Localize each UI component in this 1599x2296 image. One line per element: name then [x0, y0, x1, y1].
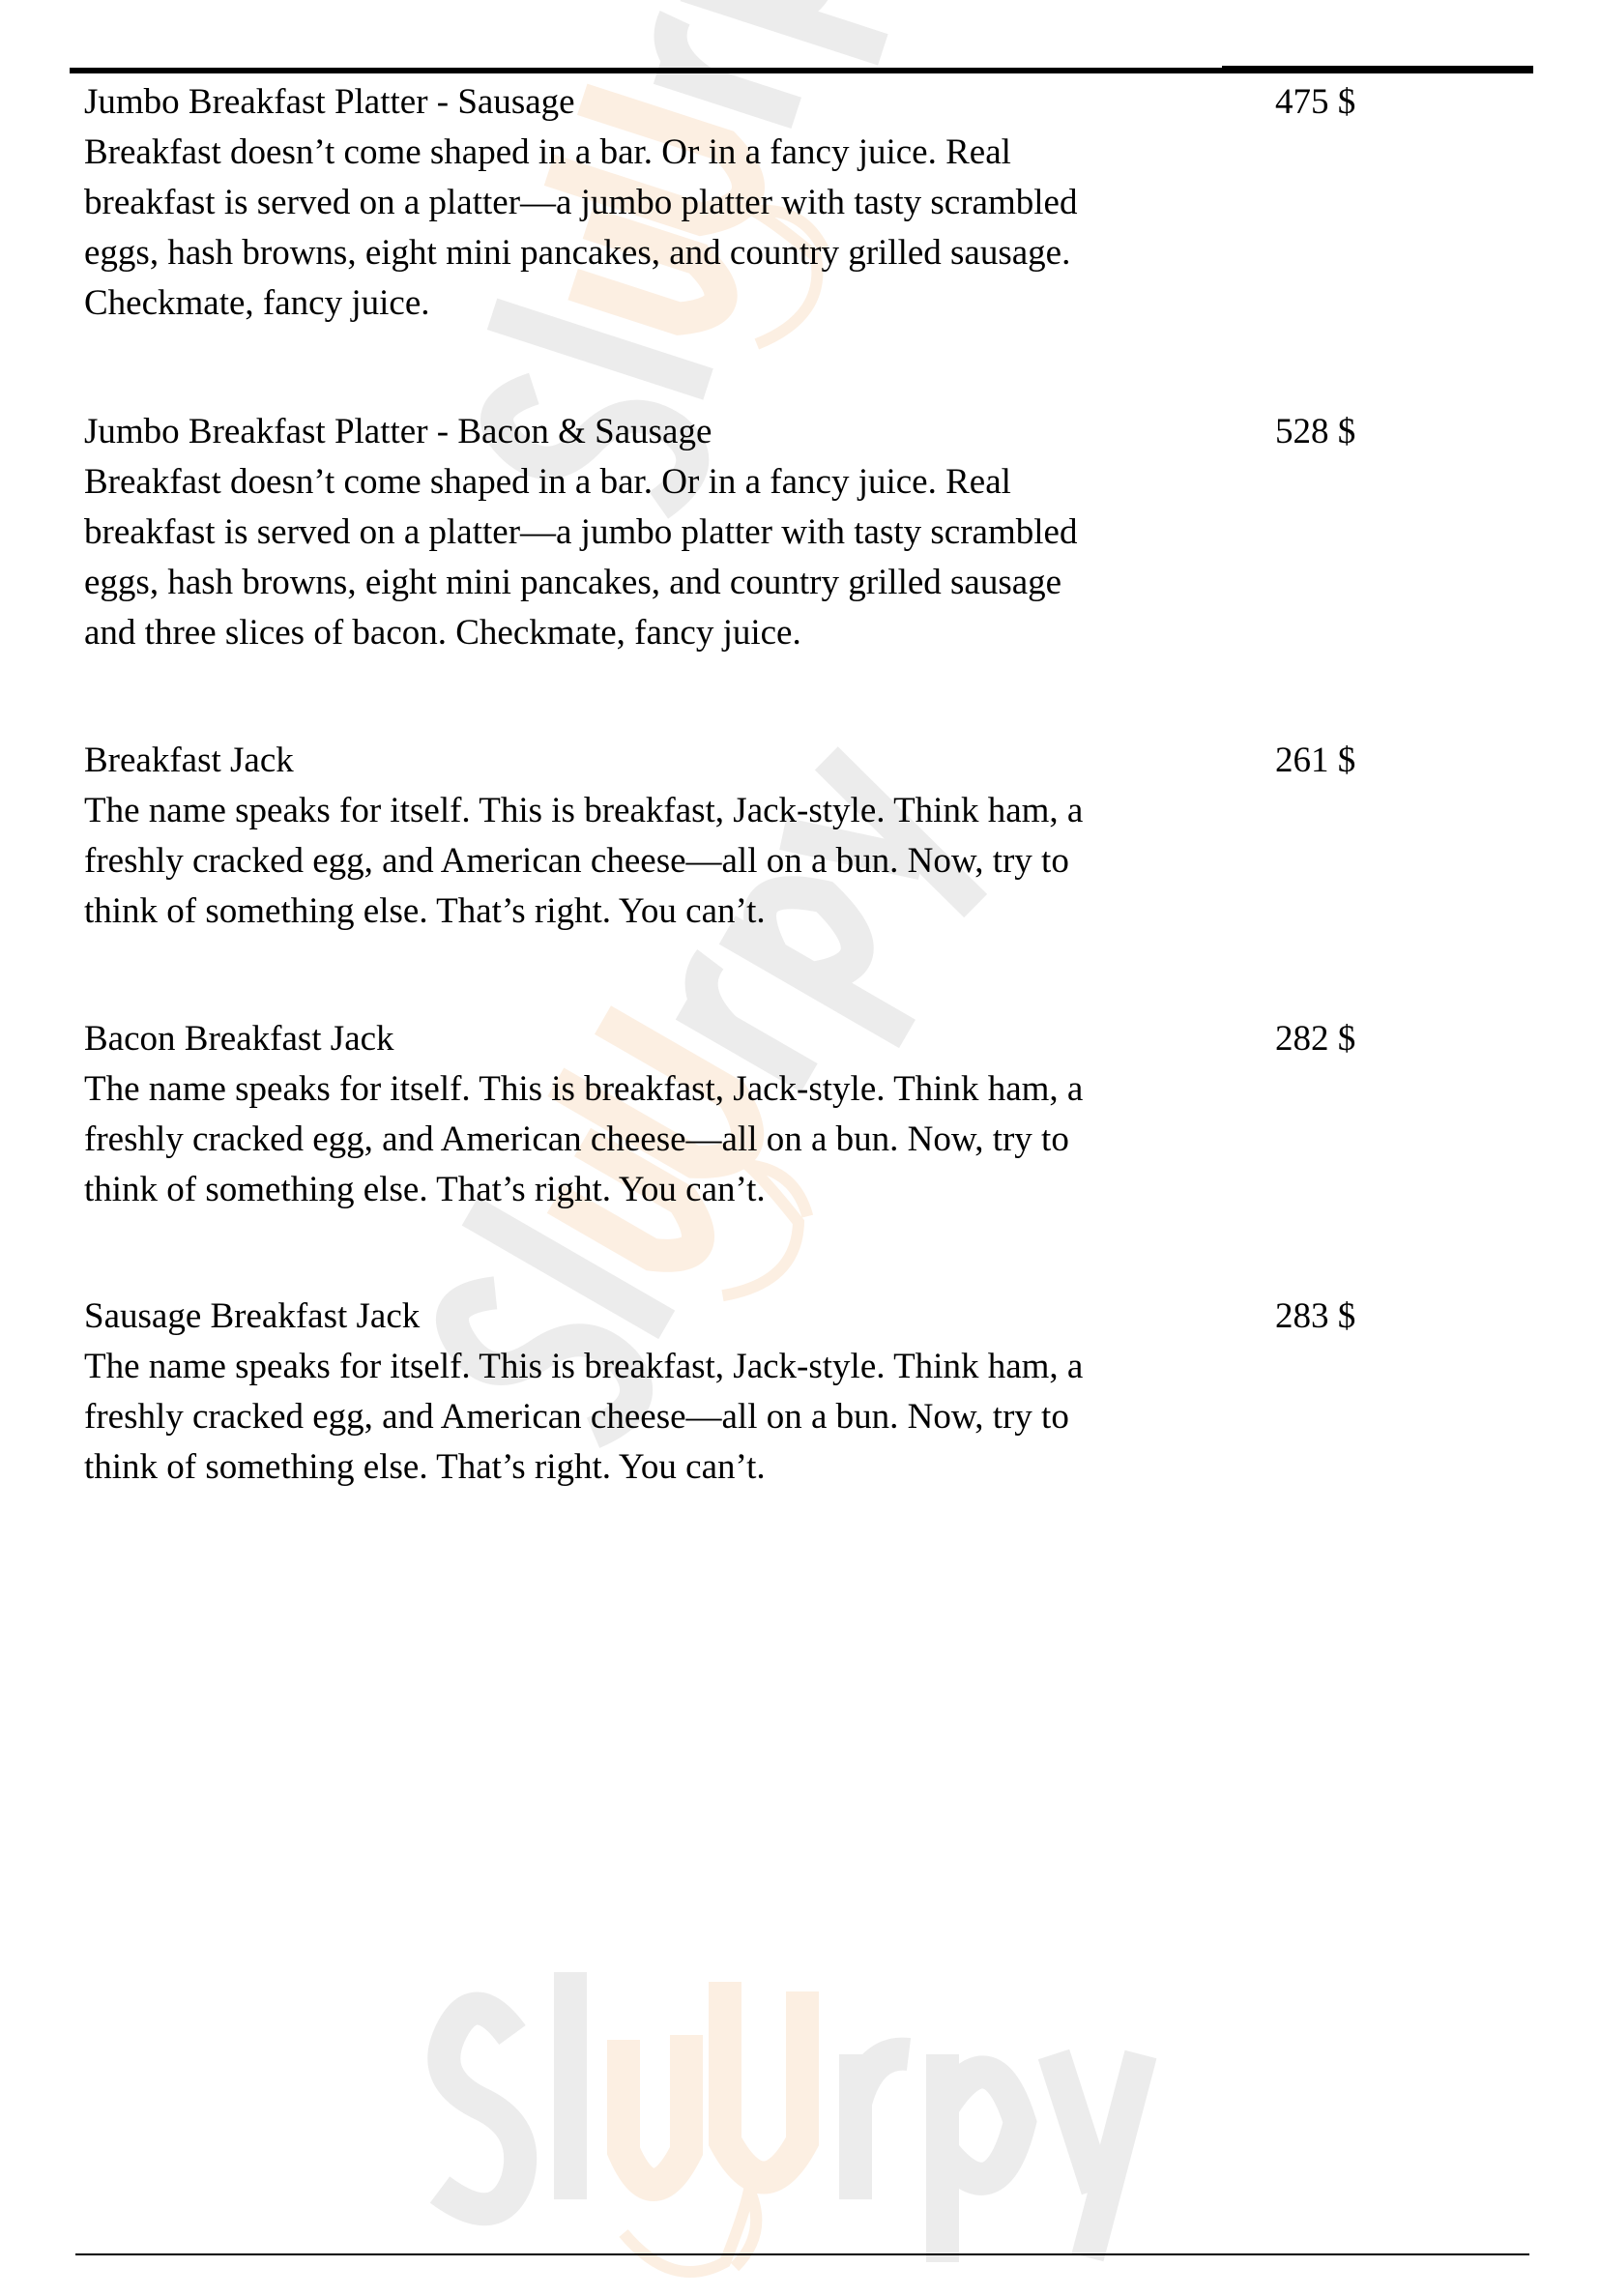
- menu-item: [84, 1014, 1534, 1215]
- menu-item-name: Jumbo Breakfast Platter - Sausage: [84, 82, 575, 122]
- menu-item-price: 261 $: [1275, 741, 1356, 780]
- menu-item-description-line: Breakfast doesn’t come shaped in a bar. Or in a fancy juice. Real: [84, 132, 1011, 172]
- menu-item-price: 528 $: [1275, 412, 1356, 451]
- menu-item-name: Jumbo Breakfast Platter - Bacon & Sausage: [84, 412, 712, 451]
- menu-item-name: Sausage Breakfast Jack: [84, 1296, 421, 1336]
- menu-item: [84, 407, 1534, 658]
- menu-item-description-line: The name speaks for itself. This is breakfast, Jack-style. Think ham, a: [84, 1069, 1084, 1109]
- menu-item-price: 282 $: [1275, 1019, 1356, 1059]
- menu-item-description-line: think of something else. That’s right. You can’t.: [84, 1170, 766, 1209]
- menu-item-description-line: Breakfast doesn’t come shaped in a bar. Or in a fancy juice. Real: [84, 462, 1011, 502]
- menu-item-description-line: breakfast is served on a platter—a jumbo platter with tasty scrambled: [84, 183, 1078, 222]
- top-rule-price-column: [1222, 66, 1533, 73]
- menu-item-description-line: think of something else. That’s right. You can’t.: [84, 891, 766, 931]
- menu-item: [84, 736, 1534, 937]
- menu-item-description-line: think of something else. That’s right. You can’t.: [84, 1447, 766, 1487]
- menu-item-name: Breakfast Jack: [84, 741, 294, 780]
- menu-item: [84, 1292, 1534, 1493]
- menu-item-description-line: Checkmate, fancy juice.: [84, 283, 430, 323]
- sluurpy-watermark-logo: [416, 1943, 1189, 2296]
- menu-item-description-line: eggs, hash browns, eight mini pancakes, and country grilled sausage.: [84, 233, 1071, 273]
- menu-item-description-line: and three slices of bacon. Checkmate, fancy juice.: [84, 613, 801, 653]
- menu-item-price: 283 $: [1275, 1296, 1356, 1336]
- menu-item-description-line: eggs, hash browns, eight mini pancakes, and country grilled sausage: [84, 563, 1062, 602]
- menu-item-name: Bacon Breakfast Jack: [84, 1019, 394, 1059]
- menu-item-description-line: breakfast is served on a platter—a jumbo platter with tasty scrambled: [84, 512, 1078, 552]
- menu-item: [84, 77, 1534, 329]
- bottom-rule: [75, 2253, 1529, 2255]
- menu-item-price: 475 $: [1275, 82, 1356, 122]
- menu-item-description-line: The name speaks for itself. This is breakfast, Jack-style. Think ham, a: [84, 1347, 1084, 1386]
- menu-item-description-line: The name speaks for itself. This is breakfast, Jack-style. Think ham, a: [84, 791, 1084, 830]
- top-rule: [70, 68, 1222, 73]
- menu-item-description-line: freshly cracked egg, and American cheese—all on a bun. Now, try to: [84, 1397, 1069, 1437]
- menu-item-description-line: freshly cracked egg, and American cheese—all on a bun. Now, try to: [84, 841, 1069, 881]
- menu-item-description-line: freshly cracked egg, and American cheese—all on a bun. Now, try to: [84, 1119, 1069, 1159]
